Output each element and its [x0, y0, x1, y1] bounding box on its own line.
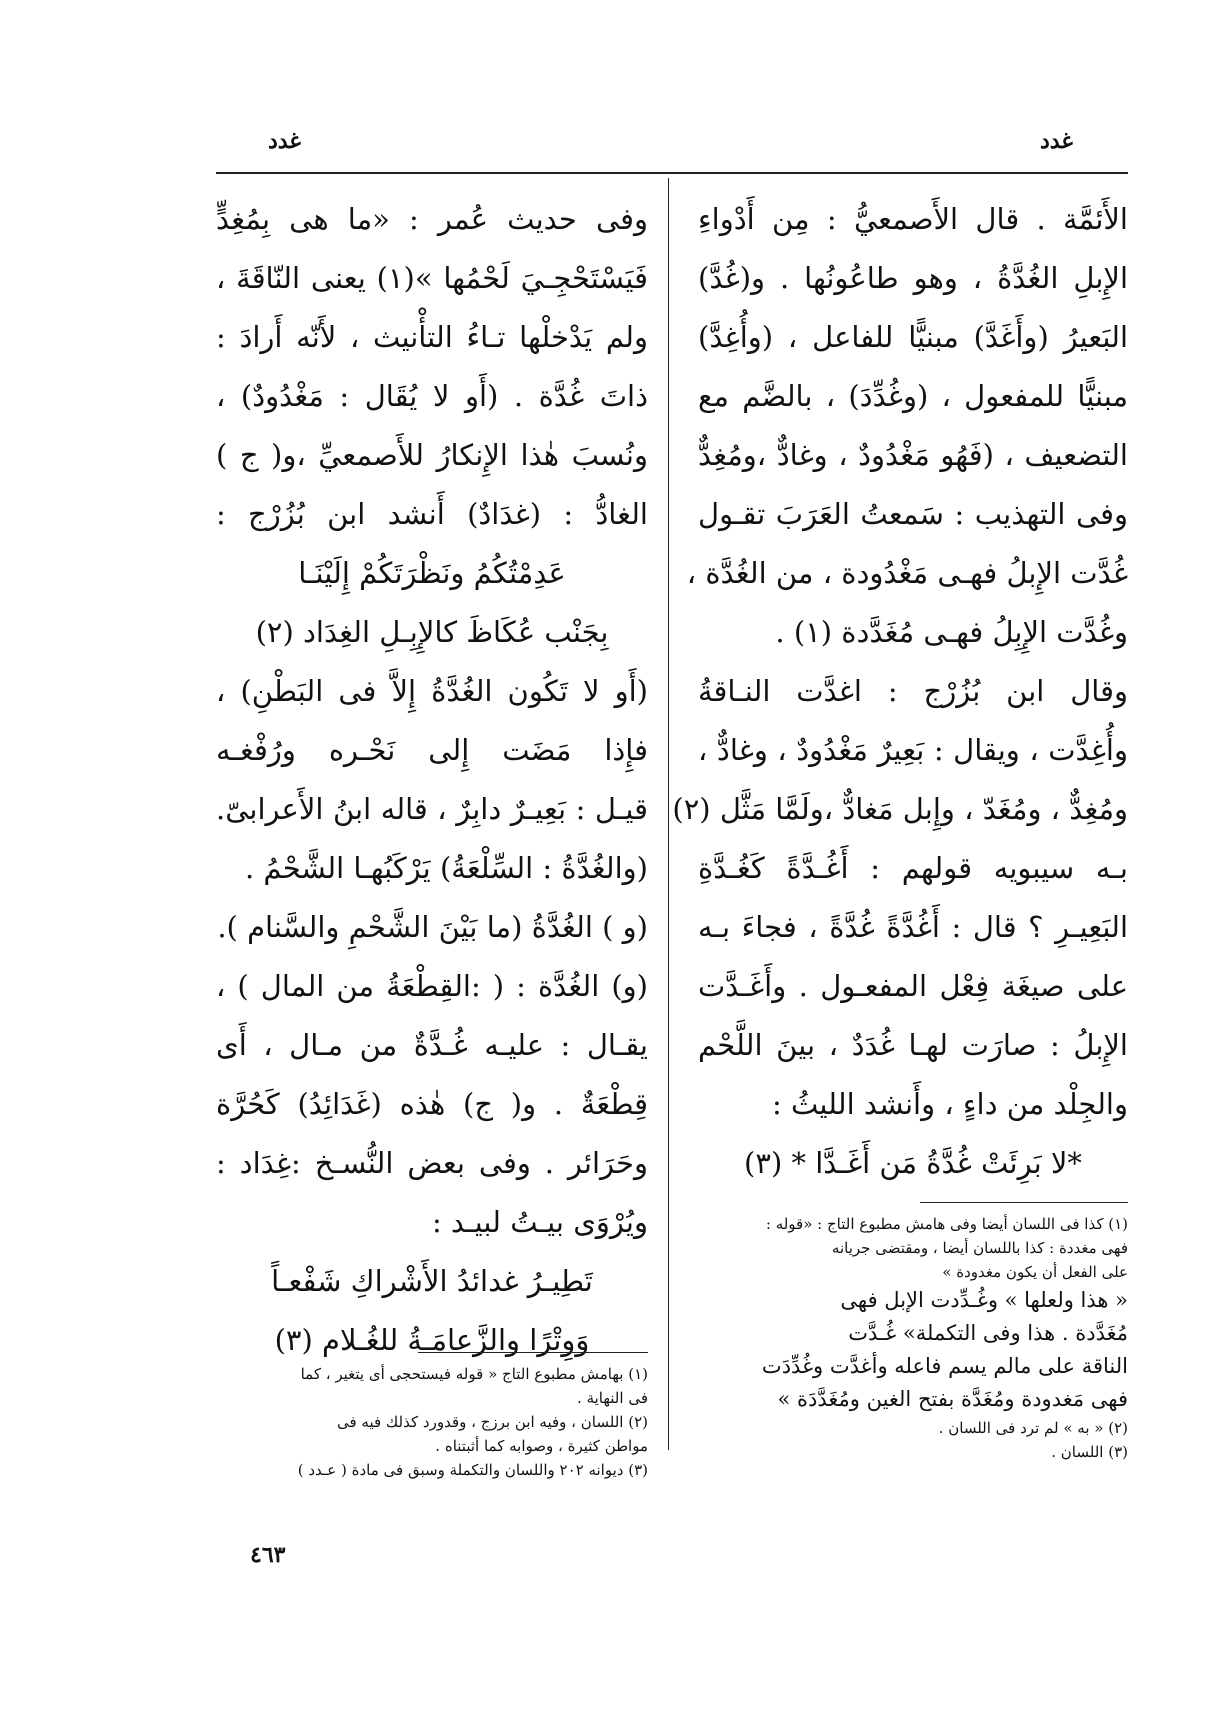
text-line: ويُرْوَى بيـتُ لبيـد : — [431, 1205, 648, 1239]
footnote-line: مُغَدَّدة . هذا وفى التكملة» غُـدَّت — [848, 1321, 1128, 1345]
text-line: مبنيًّا للمفعول ، (وغُدِّدَ) ، بالضَّم مع — [698, 379, 1128, 413]
verse-line: *لا بَرِئَتْ غُدَّةُ مَن أَغَـدَّا * (٣) — [744, 1146, 1082, 1180]
text-line: قِطْعَةٌ . و( ج) هٰذه (غَدَائِدُ) كَحُرَّة — [216, 1087, 648, 1121]
text-line: وقال ابن بُزُرْج : اغدَّت النـاقةُ — [698, 674, 1128, 708]
text-line: فَيَسْتَحْجِـيَ لَحْمُها »(١) يعنى النّاقَةَ ، — [216, 261, 648, 295]
right-footnotes — [698, 1212, 1128, 1464]
text-line: (أَو لا تَكُون الغُدَّةُ إِلاَّ فى البَطْنِ) ، — [216, 674, 648, 708]
footnote-rule-right — [920, 1202, 1128, 1203]
footnote-line: « هذا ولعلها » وغُـدِّدت الإبل فهى — [840, 1288, 1128, 1312]
footnote-line: (١) كذا فى اللسان أيضا وفى هامش مطبوع التاج : «قوله : — [765, 1215, 1128, 1233]
footnote-line: مواطن كثيرة ، وصوابه كما أثبتناه . — [435, 1437, 648, 1455]
text-line: ذاتَ غُدَّة . (أَو لا يُقَال : مَغْدُودٌ) ، — [216, 379, 648, 413]
text-line: البَعِيـرِ ؟ قال : أَغُدَّةً غُدَّةً ، فجاءَ بـه — [698, 910, 1128, 944]
left-footnotes — [216, 1362, 648, 1482]
text-line: الإِبلِ الغُدَّةُ ، وهو طاعُونُها . و(غُدَّ) — [698, 261, 1128, 295]
text-line: البَعيرُ (وأَغَدَّ) مبنيًّا للفاعل ، (وأُغِدَّ) — [698, 320, 1128, 354]
text-line: الأَئمَّة . قال الأَصمعيُّ : مِن أَدْواءِ — [698, 202, 1128, 236]
text-line: وفى التهذيب : سَمعتُ العَرَبَ تقـول — [698, 497, 1128, 531]
footnote-line: (٣) ديوانه ٢٠٢ واللسان والتكملة وسبق فى مادة ( عـدد ) — [297, 1461, 648, 1479]
footnote-line: فى النهاية . — [577, 1389, 648, 1407]
text-line: الإِبلُ : صارَت لهـا غُدَدٌ ، بينَ اللَّحْم — [698, 1028, 1128, 1062]
footnote-rule-left — [418, 1352, 648, 1353]
verse-line: وَوِتْرًا والزَّعامَـةُ للغُـلام (٣) — [274, 1323, 590, 1357]
text-line: وفى حديث عُمر : «ما هى بِمُغِدٍّ — [216, 202, 648, 236]
text-line: يقـال : عليـه غُـدَّةٌ من مـال ، أَى — [216, 1028, 648, 1062]
footnote-line: فهى مغددة : كذا باللسان أيضا ، ومقتضى جريانه — [831, 1239, 1128, 1257]
header-rule — [216, 172, 1128, 174]
footnote-line: (١) بهامش مطبوع التاج « قوله فيستحجى أى يتغير ، كما — [300, 1365, 648, 1383]
text-line: ونُسبَ هٰذا الإِنكارُ للأَصمعيِّ ،و( ج ) — [216, 438, 648, 472]
verse-line: تَطِيـرُ غدائدُ الأَشْراكِ شَفْعـاً — [271, 1264, 593, 1298]
text-line: ولم يَدْخلْها تـاءُ التأْنيث ، لأَنّه أَرادَ : — [216, 320, 648, 354]
right-column-text — [672, 190, 1128, 1190]
text-line: (والغُدَّةُ : السِّلْعَةُ) يَرْكَبُهـا الشَّحْمُ . — [244, 851, 648, 885]
column-divider — [668, 178, 669, 1450]
text-line: وغُدَّت الإِبِلُ فهـى مُغَدَّدة (١) . — [775, 615, 1128, 649]
footnote-line: فهى مَغدودة ومُغَدَّة بفتح الغين ومُغَدَّدَة » — [777, 1387, 1128, 1411]
left-column-text — [216, 190, 648, 1357]
text-line: التضعيف ، (فَهُو مَغْدُودٌ ، وغادٌّ ،ومُغِدٌّ — [698, 438, 1128, 472]
text-line: (و ) الغُدَّةُ (ما بَيْنَ الشَّحْمِ والسَّنام ). — [217, 910, 648, 944]
text-line: بـه سيبويه قولهم : أَغُـدَّةً كَغُـدَّةِ — [698, 851, 1128, 885]
text-line: على صيغَة فِعْل المفعـول . وأَغَـدَّت — [698, 969, 1128, 1003]
footnote-line: (٢) « به » لم ترد فى اللسان . — [938, 1419, 1128, 1437]
text-line: والجِلْد من داءٍ ، وأَنشد الليثُ : — [771, 1087, 1128, 1121]
footnote-line: على الفعل أن يكون مغدودة » — [942, 1263, 1128, 1281]
text-line: (و) الغُدَّة : ( :القِطْعَةُ من المال ) ، — [216, 969, 648, 1003]
page-number: ٤٦٣ — [250, 1542, 286, 1568]
text-line: قيـل : بَعِيـرٌ دابِرٌ ، قاله ابنُ الأَعرابىّ. — [216, 792, 648, 826]
running-head-right: غدد — [1040, 128, 1073, 154]
verse-line: بِجَنْب عُكَاظَ كالإِبِـلِ الغِدَاد (٢) — [255, 615, 609, 649]
text-line: الغادُّ : (غدَادٌ) أَنشد ابن بُزُرْج : — [216, 497, 648, 531]
text-line: وحَرَائر . وفى بعض النُّسـخ :غِدَاد : — [216, 1146, 648, 1180]
text-line: ومُغِدٌّ ، ومُغَدّ ، وإِبل مَغادٌّ ،ولَمَّا مَثَّل (٢) — [672, 792, 1128, 826]
verse-line: عَدِمْتُكُمُ ونَظْرَتَكُمْ إِلَيْنَـا — [298, 556, 566, 590]
text-line: غُدَّت الإِبلُ فهـى مَغْدُودة ، من الغُدَّة ، — [686, 556, 1128, 590]
text-line: فإِذا مَضَت إِلى نَحْـره ورُفْغـه — [216, 733, 648, 767]
text-line: وأُغِدَّت ، ويقال : بَعِيرٌ مَغْدُودٌ ، وغادٌّ ، — [698, 733, 1128, 767]
footnote-line: الناقة على مالم يسم فاعله وأغدَّت وغُدِّدَت — [761, 1354, 1128, 1378]
running-head-left: غدد — [268, 128, 301, 154]
footnote-line: (٢) اللسان ، وفيه ابن برزج ، وقدورد كذلك فيه فى — [336, 1413, 648, 1431]
footnote-line: (٣) اللسان . — [1051, 1443, 1128, 1461]
